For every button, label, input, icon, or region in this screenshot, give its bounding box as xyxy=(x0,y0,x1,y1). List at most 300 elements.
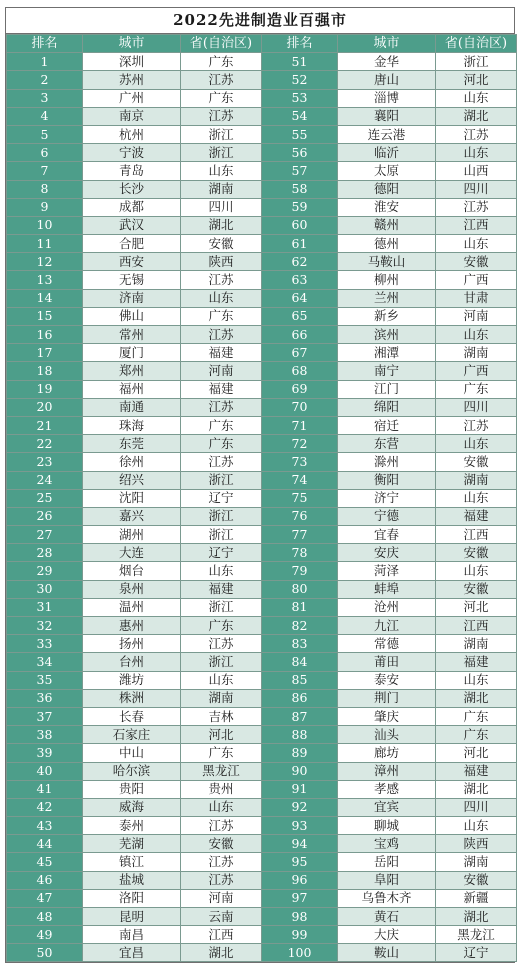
cell-rank-left: 27 xyxy=(7,526,83,544)
cell-province-left: 浙江 xyxy=(181,144,262,162)
cell-province-left: 广东 xyxy=(181,53,262,71)
cell-rank-right: 74 xyxy=(262,471,338,489)
cell-province-left: 安徽 xyxy=(181,235,262,253)
cell-city-left: 泉州 xyxy=(83,580,181,598)
cell-rank-left: 36 xyxy=(7,689,83,707)
cell-province-right: 四川 xyxy=(436,398,517,416)
cell-city-left: 佛山 xyxy=(83,307,181,325)
table-row xyxy=(7,726,517,744)
cell-province-left: 河南 xyxy=(181,889,262,907)
cell-rank-right: 90 xyxy=(262,762,338,780)
cell-city-left: 哈尔滨 xyxy=(83,762,181,780)
cell-city-right: 滁州 xyxy=(338,453,436,471)
cell-rank-left: 26 xyxy=(7,507,83,525)
cell-province-right: 河北 xyxy=(436,744,517,762)
cell-rank-right: 65 xyxy=(262,307,338,325)
cell-rank-right: 54 xyxy=(262,107,338,125)
cell-city-left: 温州 xyxy=(83,598,181,616)
cell-province-left: 辽宁 xyxy=(181,544,262,562)
cell-province-right: 湖南 xyxy=(436,344,517,362)
cell-city-left: 大连 xyxy=(83,544,181,562)
cell-province-left: 江苏 xyxy=(181,71,262,89)
table-row xyxy=(7,689,517,707)
table-row xyxy=(7,435,517,453)
cell-province-right: 安徽 xyxy=(436,580,517,598)
cell-province-left: 安徽 xyxy=(181,835,262,853)
cell-rank-right: 58 xyxy=(262,180,338,198)
cell-rank-left: 45 xyxy=(7,853,83,871)
cell-province-left: 江苏 xyxy=(181,853,262,871)
cell-city-left: 宜昌 xyxy=(83,944,181,961)
cell-province-left: 广东 xyxy=(181,744,262,762)
cell-city-right: 阜阳 xyxy=(338,871,436,889)
cell-province-right: 安徽 xyxy=(436,253,517,271)
cell-province-left: 浙江 xyxy=(181,526,262,544)
cell-province-left: 山东 xyxy=(181,289,262,307)
header-province-left: 省(自治区) xyxy=(181,35,262,53)
cell-province-left: 辽宁 xyxy=(181,489,262,507)
cell-province-right: 陕西 xyxy=(436,835,517,853)
cell-city-right: 宝鸡 xyxy=(338,835,436,853)
table-row xyxy=(7,671,517,689)
cell-province-right: 广东 xyxy=(436,707,517,725)
table-row xyxy=(7,162,517,180)
cell-city-right: 淄博 xyxy=(338,89,436,107)
cell-province-right: 河南 xyxy=(436,307,517,325)
cell-rank-left: 39 xyxy=(7,744,83,762)
table-row xyxy=(7,398,517,416)
table-row xyxy=(7,53,517,71)
cell-province-left: 广东 xyxy=(181,307,262,325)
table-row xyxy=(7,180,517,198)
cell-city-right: 聊城 xyxy=(338,817,436,835)
cell-city-left: 威海 xyxy=(83,798,181,816)
cell-province-right: 湖南 xyxy=(436,635,517,653)
ranking-sheet xyxy=(5,7,515,963)
cell-rank-right: 84 xyxy=(262,653,338,671)
cell-rank-right: 87 xyxy=(262,707,338,725)
cell-province-left: 河南 xyxy=(181,362,262,380)
cell-rank-right: 62 xyxy=(262,253,338,271)
table-title: 2022先进制造业百强市 xyxy=(6,8,514,34)
cell-province-right: 山东 xyxy=(436,89,517,107)
table-row xyxy=(7,271,517,289)
cell-city-right: 新乡 xyxy=(338,307,436,325)
cell-city-left: 苏州 xyxy=(83,71,181,89)
cell-city-right: 江门 xyxy=(338,380,436,398)
cell-province-left: 湖北 xyxy=(181,216,262,234)
table-row xyxy=(7,798,517,816)
table-row xyxy=(7,507,517,525)
cell-city-right: 南宁 xyxy=(338,362,436,380)
cell-city-left: 石家庄 xyxy=(83,726,181,744)
cell-city-right: 唐山 xyxy=(338,71,436,89)
cell-city-right: 兰州 xyxy=(338,289,436,307)
table-row xyxy=(7,253,517,271)
cell-city-left: 徐州 xyxy=(83,453,181,471)
header-row xyxy=(7,35,517,53)
cell-city-left: 武汉 xyxy=(83,216,181,234)
cell-city-right: 蚌埠 xyxy=(338,580,436,598)
cell-rank-left: 6 xyxy=(7,144,83,162)
cell-rank-left: 3 xyxy=(7,89,83,107)
cell-city-right: 安庆 xyxy=(338,544,436,562)
cell-rank-left: 5 xyxy=(7,125,83,143)
table-row xyxy=(7,235,517,253)
table-row xyxy=(7,598,517,616)
cell-rank-left: 17 xyxy=(7,344,83,362)
cell-rank-right: 55 xyxy=(262,125,338,143)
cell-rank-left: 44 xyxy=(7,835,83,853)
table-row xyxy=(7,544,517,562)
cell-city-right: 衡阳 xyxy=(338,471,436,489)
cell-rank-right: 59 xyxy=(262,198,338,216)
table-row xyxy=(7,944,517,961)
cell-province-left: 广东 xyxy=(181,89,262,107)
cell-province-right: 广东 xyxy=(436,726,517,744)
table-row xyxy=(7,871,517,889)
cell-province-left: 湖南 xyxy=(181,180,262,198)
cell-city-left: 湖州 xyxy=(83,526,181,544)
table-row xyxy=(7,71,517,89)
table-row xyxy=(7,144,517,162)
cell-province-right: 广东 xyxy=(436,380,517,398)
cell-province-right: 黑龙江 xyxy=(436,926,517,944)
cell-province-right: 山东 xyxy=(436,144,517,162)
table-row xyxy=(7,416,517,434)
cell-rank-left: 4 xyxy=(7,107,83,125)
table-row xyxy=(7,89,517,107)
cell-rank-left: 50 xyxy=(7,944,83,961)
cell-rank-right: 66 xyxy=(262,326,338,344)
cell-rank-left: 18 xyxy=(7,362,83,380)
cell-rank-right: 75 xyxy=(262,489,338,507)
cell-rank-right: 80 xyxy=(262,580,338,598)
table-row xyxy=(7,289,517,307)
cell-province-left: 福建 xyxy=(181,344,262,362)
cell-rank-left: 14 xyxy=(7,289,83,307)
cell-province-left: 江西 xyxy=(181,926,262,944)
cell-province-right: 湖北 xyxy=(436,780,517,798)
table-row xyxy=(7,562,517,580)
cell-province-right: 山东 xyxy=(436,562,517,580)
cell-city-right: 宿迁 xyxy=(338,416,436,434)
cell-city-left: 郑州 xyxy=(83,362,181,380)
cell-city-right: 廊坊 xyxy=(338,744,436,762)
cell-rank-left: 2 xyxy=(7,71,83,89)
header-province-right: 省(自治区) xyxy=(436,35,517,53)
cell-rank-right: 89 xyxy=(262,744,338,762)
cell-city-left: 南通 xyxy=(83,398,181,416)
cell-province-left: 广东 xyxy=(181,617,262,635)
cell-city-right: 济宁 xyxy=(338,489,436,507)
cell-rank-right: 92 xyxy=(262,798,338,816)
cell-province-right: 辽宁 xyxy=(436,944,517,961)
cell-province-right: 安徽 xyxy=(436,871,517,889)
cell-city-right: 漳州 xyxy=(338,762,436,780)
cell-city-left: 宁波 xyxy=(83,144,181,162)
cell-province-left: 浙江 xyxy=(181,125,262,143)
cell-rank-right: 96 xyxy=(262,871,338,889)
cell-rank-left: 35 xyxy=(7,671,83,689)
cell-province-left: 浙江 xyxy=(181,598,262,616)
cell-province-right: 河北 xyxy=(436,71,517,89)
cell-rank-left: 46 xyxy=(7,871,83,889)
cell-rank-left: 7 xyxy=(7,162,83,180)
cell-rank-right: 67 xyxy=(262,344,338,362)
cell-city-right: 泰安 xyxy=(338,671,436,689)
cell-rank-right: 61 xyxy=(262,235,338,253)
cell-city-right: 金华 xyxy=(338,53,436,71)
cell-city-left: 珠海 xyxy=(83,416,181,434)
cell-rank-left: 43 xyxy=(7,817,83,835)
cell-city-right: 九江 xyxy=(338,617,436,635)
cell-city-left: 青岛 xyxy=(83,162,181,180)
cell-province-left: 江苏 xyxy=(181,871,262,889)
cell-rank-right: 73 xyxy=(262,453,338,471)
cell-rank-left: 28 xyxy=(7,544,83,562)
cell-city-right: 宜春 xyxy=(338,526,436,544)
table-row xyxy=(7,780,517,798)
cell-province-right: 江西 xyxy=(436,526,517,544)
cell-province-right: 河北 xyxy=(436,598,517,616)
cell-city-left: 西安 xyxy=(83,253,181,271)
cell-city-left: 绍兴 xyxy=(83,471,181,489)
cell-rank-left: 10 xyxy=(7,216,83,234)
cell-city-right: 鞍山 xyxy=(338,944,436,961)
cell-city-right: 宜宾 xyxy=(338,798,436,816)
cell-city-left: 台州 xyxy=(83,653,181,671)
cell-rank-left: 25 xyxy=(7,489,83,507)
cell-city-right: 马鞍山 xyxy=(338,253,436,271)
table-row xyxy=(7,653,517,671)
cell-province-right: 湖北 xyxy=(436,107,517,125)
cell-city-right: 临沂 xyxy=(338,144,436,162)
cell-city-right: 滨州 xyxy=(338,326,436,344)
table-row xyxy=(7,617,517,635)
cell-province-left: 河北 xyxy=(181,726,262,744)
cell-province-left: 山东 xyxy=(181,798,262,816)
table-row xyxy=(7,707,517,725)
cell-province-right: 湖南 xyxy=(436,853,517,871)
cell-rank-right: 64 xyxy=(262,289,338,307)
header-city-right: 城市 xyxy=(338,35,436,53)
cell-province-right: 江苏 xyxy=(436,416,517,434)
cell-city-right: 大庆 xyxy=(338,926,436,944)
cell-province-left: 湖南 xyxy=(181,689,262,707)
cell-province-right: 四川 xyxy=(436,180,517,198)
cell-city-left: 福州 xyxy=(83,380,181,398)
cell-province-right: 新疆 xyxy=(436,889,517,907)
cell-rank-right: 77 xyxy=(262,526,338,544)
cell-rank-right: 91 xyxy=(262,780,338,798)
cell-city-right: 东营 xyxy=(338,435,436,453)
cell-province-right: 福建 xyxy=(436,653,517,671)
cell-rank-right: 69 xyxy=(262,380,338,398)
cell-rank-right: 95 xyxy=(262,853,338,871)
cell-city-left: 盐城 xyxy=(83,871,181,889)
cell-city-left: 镇江 xyxy=(83,853,181,871)
table-body xyxy=(7,53,517,962)
table-row xyxy=(7,344,517,362)
cell-rank-left: 23 xyxy=(7,453,83,471)
cell-city-right: 绵阳 xyxy=(338,398,436,416)
cell-city-left: 沈阳 xyxy=(83,489,181,507)
cell-province-left: 浙江 xyxy=(181,471,262,489)
cell-city-right: 沧州 xyxy=(338,598,436,616)
cell-city-right: 太原 xyxy=(338,162,436,180)
cell-province-left: 贵州 xyxy=(181,780,262,798)
cell-city-left: 芜湖 xyxy=(83,835,181,853)
cell-rank-left: 16 xyxy=(7,326,83,344)
cell-province-right: 山西 xyxy=(436,162,517,180)
header-rank-right: 排名 xyxy=(262,35,338,53)
cell-rank-left: 48 xyxy=(7,908,83,926)
cell-province-left: 四川 xyxy=(181,198,262,216)
cell-rank-left: 9 xyxy=(7,198,83,216)
cell-rank-right: 68 xyxy=(262,362,338,380)
cell-province-right: 广西 xyxy=(436,271,517,289)
cell-province-right: 甘肃 xyxy=(436,289,517,307)
cell-rank-left: 20 xyxy=(7,398,83,416)
cell-city-left: 昆明 xyxy=(83,908,181,926)
cell-rank-left: 29 xyxy=(7,562,83,580)
cell-province-left: 江苏 xyxy=(181,453,262,471)
cell-city-right: 柳州 xyxy=(338,271,436,289)
cell-city-left: 东莞 xyxy=(83,435,181,453)
cell-province-left: 江苏 xyxy=(181,635,262,653)
header-city-left: 城市 xyxy=(83,35,181,53)
cell-city-right: 黄石 xyxy=(338,908,436,926)
cell-province-right: 安徽 xyxy=(436,544,517,562)
cell-city-left: 深圳 xyxy=(83,53,181,71)
cell-city-right: 连云港 xyxy=(338,125,436,143)
table-row xyxy=(7,889,517,907)
cell-city-left: 扬州 xyxy=(83,635,181,653)
cell-rank-left: 40 xyxy=(7,762,83,780)
cell-city-right: 汕头 xyxy=(338,726,436,744)
cell-rank-right: 94 xyxy=(262,835,338,853)
cell-rank-right: 78 xyxy=(262,544,338,562)
cell-rank-left: 13 xyxy=(7,271,83,289)
cell-city-right: 德州 xyxy=(338,235,436,253)
cell-rank-right: 83 xyxy=(262,635,338,653)
ranking-table xyxy=(6,34,517,962)
cell-city-left: 洛阳 xyxy=(83,889,181,907)
cell-province-left: 江苏 xyxy=(181,326,262,344)
cell-city-left: 中山 xyxy=(83,744,181,762)
table-row xyxy=(7,489,517,507)
cell-province-left: 湖北 xyxy=(181,944,262,961)
cell-city-left: 济南 xyxy=(83,289,181,307)
cell-province-left: 浙江 xyxy=(181,507,262,525)
table-row xyxy=(7,580,517,598)
cell-rank-left: 33 xyxy=(7,635,83,653)
cell-city-right: 襄阳 xyxy=(338,107,436,125)
cell-rank-right: 99 xyxy=(262,926,338,944)
cell-city-left: 南昌 xyxy=(83,926,181,944)
cell-city-right: 淮安 xyxy=(338,198,436,216)
cell-province-right: 江西 xyxy=(436,216,517,234)
cell-province-right: 山东 xyxy=(436,326,517,344)
cell-province-right: 山东 xyxy=(436,671,517,689)
cell-rank-right: 76 xyxy=(262,507,338,525)
cell-province-right: 江苏 xyxy=(436,125,517,143)
cell-city-left: 长沙 xyxy=(83,180,181,198)
cell-rank-right: 53 xyxy=(262,89,338,107)
cell-rank-left: 8 xyxy=(7,180,83,198)
cell-province-right: 山东 xyxy=(436,235,517,253)
cell-city-right: 湘潭 xyxy=(338,344,436,362)
header-rank-left: 排名 xyxy=(7,35,83,53)
table-row xyxy=(7,526,517,544)
cell-city-right: 孝感 xyxy=(338,780,436,798)
cell-city-right: 乌鲁木齐 xyxy=(338,889,436,907)
cell-rank-right: 79 xyxy=(262,562,338,580)
cell-rank-right: 72 xyxy=(262,435,338,453)
cell-province-left: 黑龙江 xyxy=(181,762,262,780)
cell-rank-left: 19 xyxy=(7,380,83,398)
cell-province-right: 福建 xyxy=(436,507,517,525)
cell-province-left: 江苏 xyxy=(181,107,262,125)
cell-province-left: 山东 xyxy=(181,162,262,180)
table-row xyxy=(7,307,517,325)
cell-rank-right: 71 xyxy=(262,416,338,434)
cell-city-left: 广州 xyxy=(83,89,181,107)
cell-rank-left: 49 xyxy=(7,926,83,944)
cell-city-right: 荆门 xyxy=(338,689,436,707)
cell-city-right: 德阳 xyxy=(338,180,436,198)
cell-rank-right: 88 xyxy=(262,726,338,744)
cell-province-left: 云南 xyxy=(181,908,262,926)
cell-province-left: 福建 xyxy=(181,380,262,398)
cell-province-right: 山东 xyxy=(436,435,517,453)
cell-city-left: 长春 xyxy=(83,707,181,725)
cell-city-left: 泰州 xyxy=(83,817,181,835)
cell-city-left: 杭州 xyxy=(83,125,181,143)
cell-rank-left: 1 xyxy=(7,53,83,71)
table-row xyxy=(7,635,517,653)
cell-rank-left: 31 xyxy=(7,598,83,616)
table-row xyxy=(7,471,517,489)
cell-city-right: 莆田 xyxy=(338,653,436,671)
cell-province-right: 江西 xyxy=(436,617,517,635)
cell-city-right: 赣州 xyxy=(338,216,436,234)
cell-city-left: 合肥 xyxy=(83,235,181,253)
cell-province-right: 福建 xyxy=(436,762,517,780)
table-row xyxy=(7,326,517,344)
table-row xyxy=(7,125,517,143)
table-row xyxy=(7,835,517,853)
cell-province-left: 浙江 xyxy=(181,653,262,671)
table-row xyxy=(7,453,517,471)
cell-province-left: 吉林 xyxy=(181,707,262,725)
cell-rank-left: 30 xyxy=(7,580,83,598)
table-row xyxy=(7,762,517,780)
cell-rank-right: 51 xyxy=(262,53,338,71)
table-row xyxy=(7,216,517,234)
cell-rank-left: 41 xyxy=(7,780,83,798)
cell-rank-left: 21 xyxy=(7,416,83,434)
cell-province-right: 湖北 xyxy=(436,908,517,926)
table-row xyxy=(7,362,517,380)
table-row xyxy=(7,107,517,125)
cell-rank-left: 32 xyxy=(7,617,83,635)
cell-province-right: 广西 xyxy=(436,362,517,380)
cell-rank-right: 81 xyxy=(262,598,338,616)
table-row xyxy=(7,198,517,216)
cell-rank-right: 70 xyxy=(262,398,338,416)
